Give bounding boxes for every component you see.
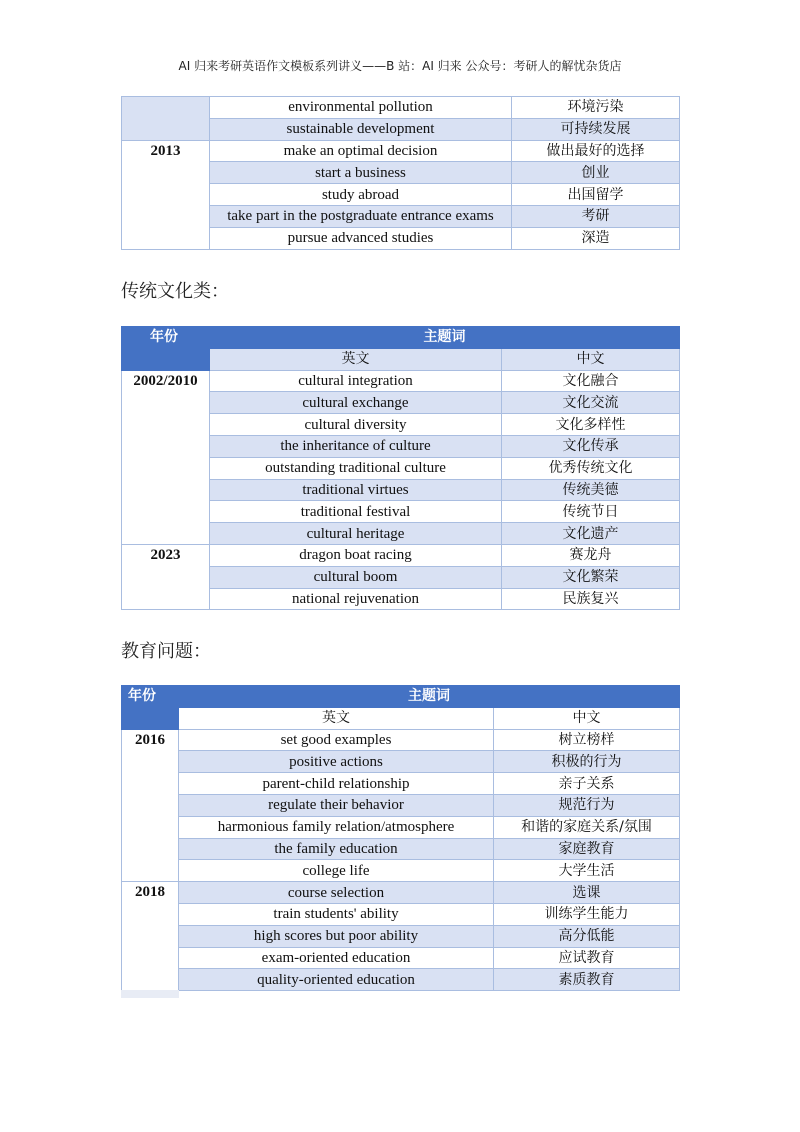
topic-column-header: 主题词 — [179, 686, 680, 708]
english-term-cell: high scores but poor ability — [179, 925, 494, 947]
english-term-cell: study abroad — [210, 184, 512, 206]
table-subheader-row — [122, 707, 680, 729]
english-term-cell: cultural heritage — [210, 523, 502, 545]
english-term-cell: exam-oriented education — [179, 947, 494, 969]
table-row — [122, 816, 680, 838]
chinese-term-cell: 深造 — [512, 227, 680, 249]
vocab-table-continued — [121, 96, 680, 250]
year-cell — [122, 97, 210, 141]
english-term-cell: positive actions — [179, 751, 494, 773]
table-row — [122, 903, 680, 925]
chinese-term-cell: 素质教育 — [494, 969, 680, 991]
chinese-term-cell: 文化繁荣 — [502, 566, 680, 588]
chinese-term-cell: 民族复兴 — [502, 588, 680, 610]
chinese-term-cell: 文化交流 — [502, 392, 680, 414]
year-cell: 2018 — [122, 882, 179, 991]
english-term-cell: sustainable development — [210, 118, 512, 140]
table-row — [122, 97, 680, 119]
english-term-cell: set good examples — [179, 729, 494, 751]
table-row — [122, 925, 680, 947]
english-term-cell: the inheritance of culture — [210, 435, 502, 457]
english-term-cell: take part in the postgraduate entrance exams — [210, 205, 512, 227]
chinese-term-cell: 和谐的家庭关系/氛围 — [494, 816, 680, 838]
chinese-term-cell: 家庭教育 — [494, 838, 680, 860]
english-column-header: 英文 — [179, 707, 494, 729]
table-row — [122, 140, 680, 162]
table-row — [122, 794, 680, 816]
table-row — [122, 882, 680, 904]
table-header-row — [122, 686, 680, 708]
english-term-cell: the family education — [179, 838, 494, 860]
chinese-term-cell: 传统节日 — [502, 501, 680, 523]
year-cell: 2016 — [122, 729, 179, 882]
chinese-term-cell: 出国留学 — [512, 184, 680, 206]
table-row — [122, 773, 680, 795]
table-header-row — [122, 327, 680, 349]
chinese-term-cell: 亲子关系 — [494, 773, 680, 795]
year-cell: 2002/2010 — [122, 370, 210, 544]
table-row — [122, 729, 680, 751]
chinese-term-cell: 规范行为 — [494, 794, 680, 816]
chinese-term-cell: 文化遗产 — [502, 523, 680, 545]
english-term-cell: pursue advanced studies — [210, 227, 512, 249]
table-row — [122, 860, 680, 882]
table-row — [122, 947, 680, 969]
english-term-cell: start a business — [210, 162, 512, 184]
chinese-term-cell: 应试教育 — [494, 947, 680, 969]
english-term-cell: cultural diversity — [210, 414, 502, 436]
table-row — [122, 370, 680, 392]
topic-column-header: 主题词 — [210, 327, 680, 349]
culture-vocab-table — [121, 326, 680, 610]
english-term-cell: train students' ability — [179, 903, 494, 925]
english-term-cell: environmental pollution — [210, 97, 512, 119]
english-column-header: 英文 — [210, 348, 502, 370]
year-cell: 2023 — [122, 544, 210, 609]
english-term-cell: parent-child relationship — [179, 773, 494, 795]
chinese-term-cell: 环境污染 — [512, 97, 680, 119]
table-row — [122, 969, 680, 991]
english-term-cell: cultural exchange — [210, 392, 502, 414]
chinese-term-cell: 积极的行为 — [494, 751, 680, 773]
year-column-header: 年份 — [122, 686, 179, 730]
english-term-cell: harmonious family relation/atmosphere — [179, 816, 494, 838]
chinese-term-cell: 树立榜样 — [494, 729, 680, 751]
english-term-cell: cultural boom — [210, 566, 502, 588]
english-term-cell: national rejuvenation — [210, 588, 502, 610]
english-term-cell: regulate their behavior — [179, 794, 494, 816]
english-term-cell: traditional virtues — [210, 479, 502, 501]
chinese-term-cell: 可持续发展 — [512, 118, 680, 140]
section-title-education: 教育问题： — [121, 641, 211, 662]
chinese-term-cell: 文化传承 — [502, 435, 680, 457]
chinese-column-header: 中文 — [502, 348, 680, 370]
chinese-term-cell: 训练学生能力 — [494, 903, 680, 925]
year-column-header: 年份 — [122, 327, 210, 371]
chinese-term-cell: 文化融合 — [502, 370, 680, 392]
table-body — [122, 370, 680, 610]
chinese-term-cell: 创业 — [512, 162, 680, 184]
english-term-cell: college life — [179, 860, 494, 882]
chinese-term-cell: 选课 — [494, 882, 680, 904]
english-term-cell: cultural integration — [210, 370, 502, 392]
english-term-cell: outstanding traditional culture — [210, 457, 502, 479]
english-term-cell: quality-oriented education — [179, 969, 494, 991]
table-shadow-decoration — [121, 990, 179, 998]
table-body — [122, 729, 680, 991]
year-cell: 2013 — [122, 140, 210, 249]
english-term-cell: traditional festival — [210, 501, 502, 523]
chinese-term-cell: 大学生活 — [494, 860, 680, 882]
chinese-term-cell: 传统美德 — [502, 479, 680, 501]
chinese-term-cell: 文化多样性 — [502, 414, 680, 436]
section-title-culture: 传统文化类： — [121, 281, 229, 302]
table-row — [122, 751, 680, 773]
chinese-term-cell: 赛龙舟 — [502, 544, 680, 566]
table-row — [122, 544, 680, 566]
table-row — [122, 838, 680, 860]
english-term-cell: dragon boat racing — [210, 544, 502, 566]
english-term-cell: make an optimal decision — [210, 140, 512, 162]
chinese-column-header: 中文 — [494, 707, 680, 729]
page-header: AI 归来考研英语作文模板系列讲义——B 站：AI 归来 公众号：考研人的解忧杂货店 — [178, 59, 622, 73]
education-vocab-table — [121, 685, 680, 991]
chinese-term-cell: 考研 — [512, 205, 680, 227]
chinese-term-cell: 做出最好的选择 — [512, 140, 680, 162]
english-term-cell: course selection — [179, 882, 494, 904]
chinese-term-cell: 优秀传统文化 — [502, 457, 680, 479]
table-body — [122, 97, 680, 250]
chinese-term-cell: 高分低能 — [494, 925, 680, 947]
